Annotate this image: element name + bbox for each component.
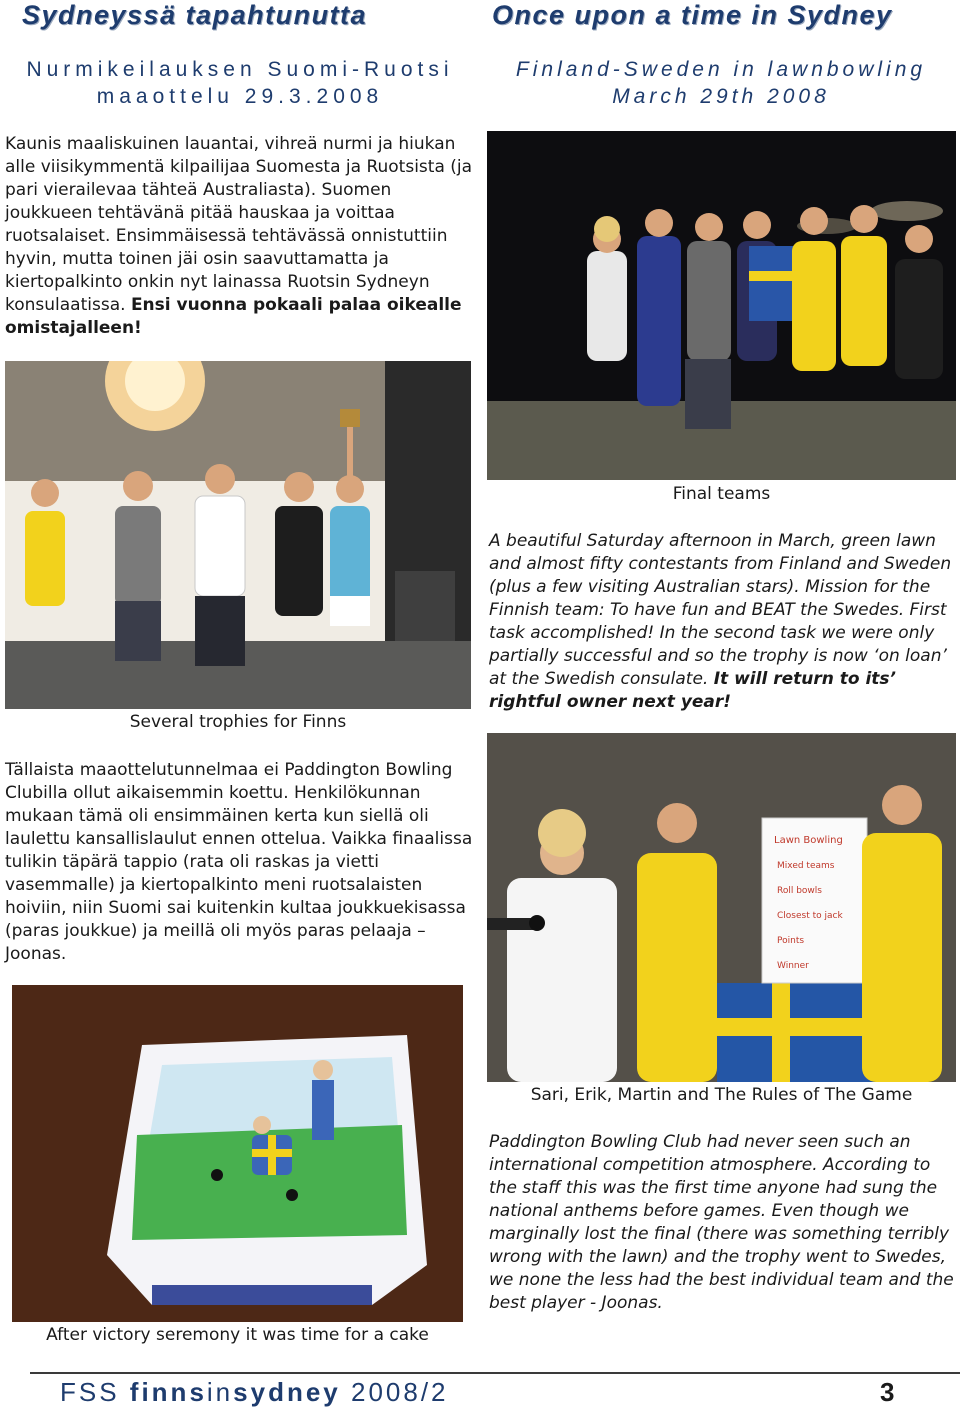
poster-line-1: Mixed teams	[777, 861, 835, 871]
poster-line-4: Points	[777, 936, 805, 946]
footer-in: in	[206, 1377, 234, 1407]
intro-text-finnish	[5, 133, 475, 340]
intro-text-finnish-body: Kaunis maaliskuinen lauantai, vihreä nurmi ja hiukan alle viisikymmentä kilpailijaa Suomesta ja Ruotsista (ja pari vierailevaa tähteä Australiasta). Suomen joukkueen tehtävänä pitää hauskaa ja voittaa ruotsalaiset. Ensimmäisessä tehtävässä onnistuttiin hyvin, mutta toinen jäi osin saavuttamatta ja kiertopalkinto onkin nyt lainassa Ruotsin Sydneyn konsulaatissa.	[5, 134, 473, 315]
poster-line-5: Winner	[777, 961, 809, 971]
subtitle-finnish-line2: maaottelu 29.3.2008	[96, 85, 384, 108]
second-text-finnish: Tällaista maaottelutunnelmaa ei Paddington Bowling Clubilla ollut aikaisemmin koettu. Henkilökunnan mukaan tämä oli ensimmäinen kerta kun siellä oli laulettu kansallislaulut ennen ottelua. Vaikka finaalissa tulikin täpärä tappio (rata oli raskas ja vietti vasemmalle) ja kiertopalkinto meni ruotsalaisten hoiviin, niin Suomi sai kuitenkin kultaa joukkuekisassa (paras joukkue) ja meillä oli myös paras pelaaja – Joonas.	[5, 760, 473, 964]
title-english: Once upon a time in Sydney	[492, 0, 893, 30]
footer-publication	[60, 1377, 449, 1408]
footer-rule	[30, 1372, 960, 1374]
footer-prefix: FSS	[60, 1377, 130, 1407]
intro-text-english-bold: It will return to its’ rightful owner next year!	[489, 669, 897, 712]
caption-cake: After victory seremony it was time for a cake	[46, 1325, 429, 1345]
subtitle-english-line1: Finland-Sweden in lawnbowling	[515, 58, 927, 81]
title-finnish: Sydneyssä tapahtunutta	[22, 0, 368, 30]
subtitle-english	[490, 56, 952, 110]
subtitle-english-line2: March 29th 2008	[612, 85, 830, 108]
footer-finns: finns	[129, 1377, 207, 1407]
subtitle-finnish	[10, 56, 470, 110]
caption-trophies: Several trophies for Finns	[129, 712, 347, 732]
caption-final-teams: Final teams	[672, 484, 771, 504]
intro-text-english	[489, 530, 954, 714]
photo-rules-of-the-game	[487, 733, 956, 1082]
caption-rules: Sari, Erik, Martin and The Rules of The Game	[530, 1085, 913, 1105]
intro-text-finnish-bold: Ensi vuonna pokaali palaa oikealle omistajalleen!	[5, 295, 462, 338]
poster-line-2: Roll bowls	[777, 886, 822, 896]
photo-cake	[12, 985, 463, 1322]
photo-final-teams	[487, 131, 956, 480]
footer-issue: 2008/2	[340, 1377, 449, 1407]
poster-line-3: Closest to jack	[777, 911, 843, 921]
photo-trophies	[5, 361, 471, 709]
page-number: 3	[880, 1377, 895, 1407]
intro-text-english-body: A beautiful Saturday afternoon in March, green lawn and almost fifty contestants from Finland and Sweden (plus a few visiting Australian stars). Mission for the Finnish team: To have fun and BEAT the Swedes. First task accomplished! In the second task we were only partially successful and so the trophy is now ‘on loan’ at the Swedish consulate.	[489, 531, 952, 689]
footer-sydney: sydney	[233, 1377, 341, 1407]
subtitle-finnish-line1: Nurmikeilauksen Suomi-Ruotsi	[26, 58, 454, 81]
second-text-english: Paddington Bowling Club had never seen such an international competition atmosphere. According to the staff this was the first time anyone had sung the national anthems before games. Even though we marginally lost the final (there was something terribly wrong with the lawn) and the trophy went to Swedes, we none the less had the best individual team and the best player - Joonas.	[489, 1132, 954, 1313]
poster-title: Lawn Bowling	[774, 835, 843, 846]
